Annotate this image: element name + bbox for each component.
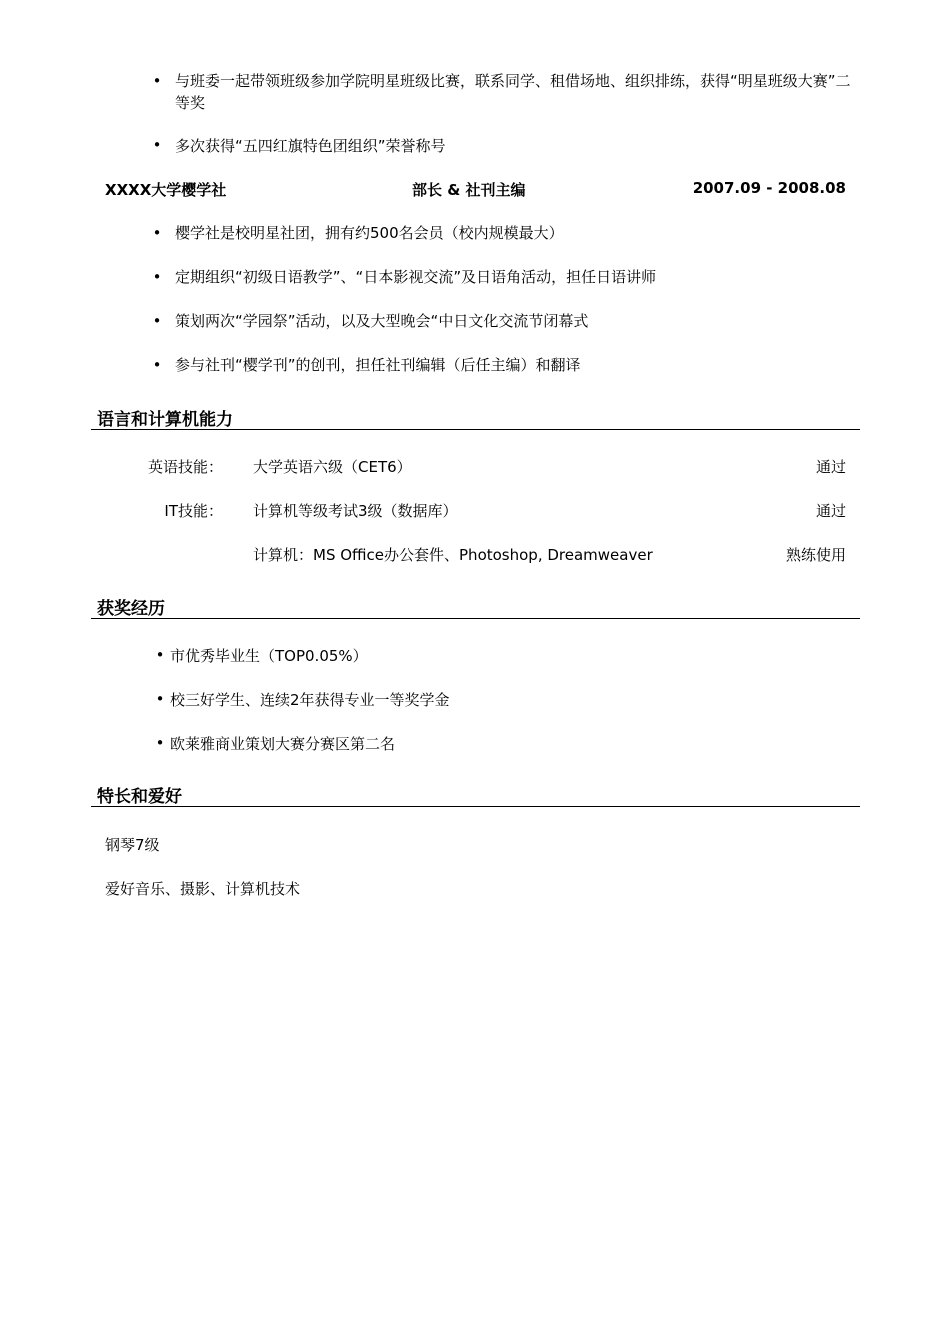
section-divider (91, 429, 860, 430)
skill-label: IT技能： (164, 502, 223, 520)
section-divider (91, 618, 860, 619)
section-title-hobbies: 特长和爱好 (97, 787, 182, 807)
section-divider (91, 806, 860, 807)
club-role: 部长 & 社刊主编 (412, 181, 526, 199)
bullet-icon: • (152, 356, 162, 374)
bullet-icon: • (152, 224, 162, 242)
list-item: 欧莱雅商业策划大赛分赛区第二名 (170, 735, 396, 753)
list-item: 与班委一起带领班级参加学院明星班级比赛，联系同学、租借场地、组织排练，获得“明星班级大赛”二等奖 (175, 72, 851, 112)
skill-item: 计算机：MS Office办公套件、Photoshop, Dreamweaver (253, 546, 653, 564)
skill-item: 计算机等级考试3级（数据库） (253, 502, 458, 520)
list-item: 策划两次“学园祭”活动，以及大型晚会“中日文化交流节闭幕式 (175, 312, 589, 330)
bullet-icon: • (152, 72, 162, 90)
club-name: XXXX大学樱学社 (105, 181, 227, 199)
bullet-icon: • (152, 268, 162, 286)
bullet-icon: • (152, 136, 162, 154)
list-item: 多次获得“五四红旗特色团组织”荣誉称号 (175, 137, 446, 155)
list-item: 樱学社是校明星社团，拥有约500名会员（校内规模最大） (175, 224, 564, 242)
skill-level: 通过 (815, 502, 846, 520)
list-item: 参与社刊“樱学刊”的创刊，担任社刊编辑（后任主编）和翻译 (175, 356, 581, 374)
skill-label: 英语技能： (147, 458, 223, 476)
bullet-icon: • (155, 690, 165, 708)
section-title-awards: 获奖经历 (97, 599, 165, 619)
skill-item: 大学英语六级（CET6） (253, 458, 412, 476)
skill-level: 熟练使用 (785, 546, 846, 564)
list-item: 定期组织“初级日语教学”、“日本影视交流”及日语角活动，担任日语讲师 (175, 268, 657, 286)
skill-level: 通过 (815, 458, 846, 476)
bullet-icon: • (155, 646, 165, 664)
bullet-icon: • (152, 312, 162, 330)
list-item: 钢琴7级 (105, 836, 160, 854)
bullet-icon: • (155, 734, 165, 752)
section-title-skills: 语言和计算机能力 (97, 410, 233, 430)
club-dates: 2007.09 - 2008.08 (692, 179, 846, 197)
list-item: 校三好学生、连续2年获得专业一等奖学金 (170, 691, 450, 709)
list-item: 爱好音乐、摄影、计算机技术 (105, 880, 301, 898)
list-item: 市优秀毕业生（TOP0.05%） (170, 647, 368, 665)
